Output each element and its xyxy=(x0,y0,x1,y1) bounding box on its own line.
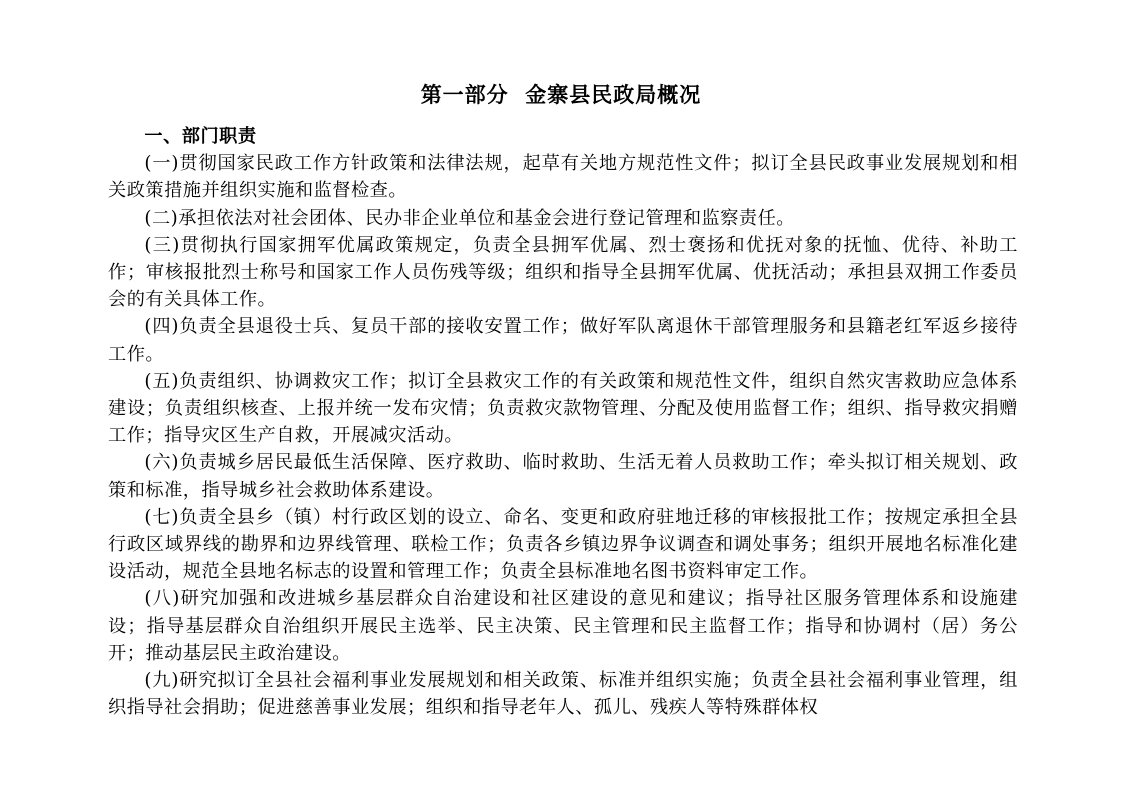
paragraph-2: (二)承担依法对社会团体、民办非企业单位和基金会进行登记管理和监察责任。 xyxy=(144,207,795,229)
document-body xyxy=(108,123,1018,721)
paragraph-4: (四)负责全县退役士兵、复员干部的接收安置工作；做好军队离退休干部管理服务和县籍老红军返乡接待工作。 xyxy=(108,316,1018,365)
paragraph-8: (八)研究加强和改进城乡基层群众自治建设和社区建设的意见和建议；指导社区服务管理体系和设施建设；指导基层群众自治组织开展民主选举、民主决策、民主管理和民主监督工作；指导和协调村（居）务公开；推动基层民主政治建设。 xyxy=(108,588,1018,664)
page-title: 第一部分 金寨县民政局概况 xyxy=(420,83,702,107)
paragraph-7: (七)负责全县乡（镇）村行政区划的设立、命名、变更和政府驻地迁移的审核报批工作；按规定承担全县行政区域界线的勘界和边界线管理、联检工作；负责各乡镇边界争议调查和调处事务；组织开展地名标准化建设活动，规范全县地名标志的设置和管理工作；负责全县标准地名图书资料审定工作。 xyxy=(108,506,1018,583)
paragraph-5: (五)负责组织、协调救灾工作；拟订全县救灾工作的有关政策和规范性文件，组织自然灾害救助应急体系建设；负责组织核查、上报并统一发布灾情；负责救灾款物管理、分配及使用监督工作；组织、指导救灾捐赠工作；指导灾区生产自救，开展减灾活动。 xyxy=(108,370,1018,447)
paragraph-6: (六)负责城乡居民最低生活保障、医疗救助、临时救助、生活无着人员救助工作；牵头拟订相关规划、政策和标准，指导城乡社会救助体系建设。 xyxy=(108,452,1018,501)
paragraph-1: (一)贯彻国家民政工作方针政策和法律法规，起草有关地方规范性文件；拟订全县民政事业发展规划和相关政策措施并组织实施和监督检查。 xyxy=(108,153,1018,202)
section-heading: 一、部门职责 xyxy=(144,126,257,147)
paragraph-9: (九)研究拟订全县社会福利事业发展规划和相关政策、标准并组织实施；负责全县社会福利事业管理，组织指导社会捐助；促进慈善事业发展；组织和指导老年人、孤儿、残疾人等特殊群体权 xyxy=(108,670,1018,719)
paragraph-3: (三)贯彻执行国家拥军优属政策规定，负责全县拥军优属、烈士褒扬和优抚对象的抚恤、优待、补助工作；审核报批烈士称号和国家工作人员伤残等级；组织和指导全县拥军优属、优抚活动；承担县双拥工作委员会的有关具体工作。 xyxy=(108,234,1018,311)
